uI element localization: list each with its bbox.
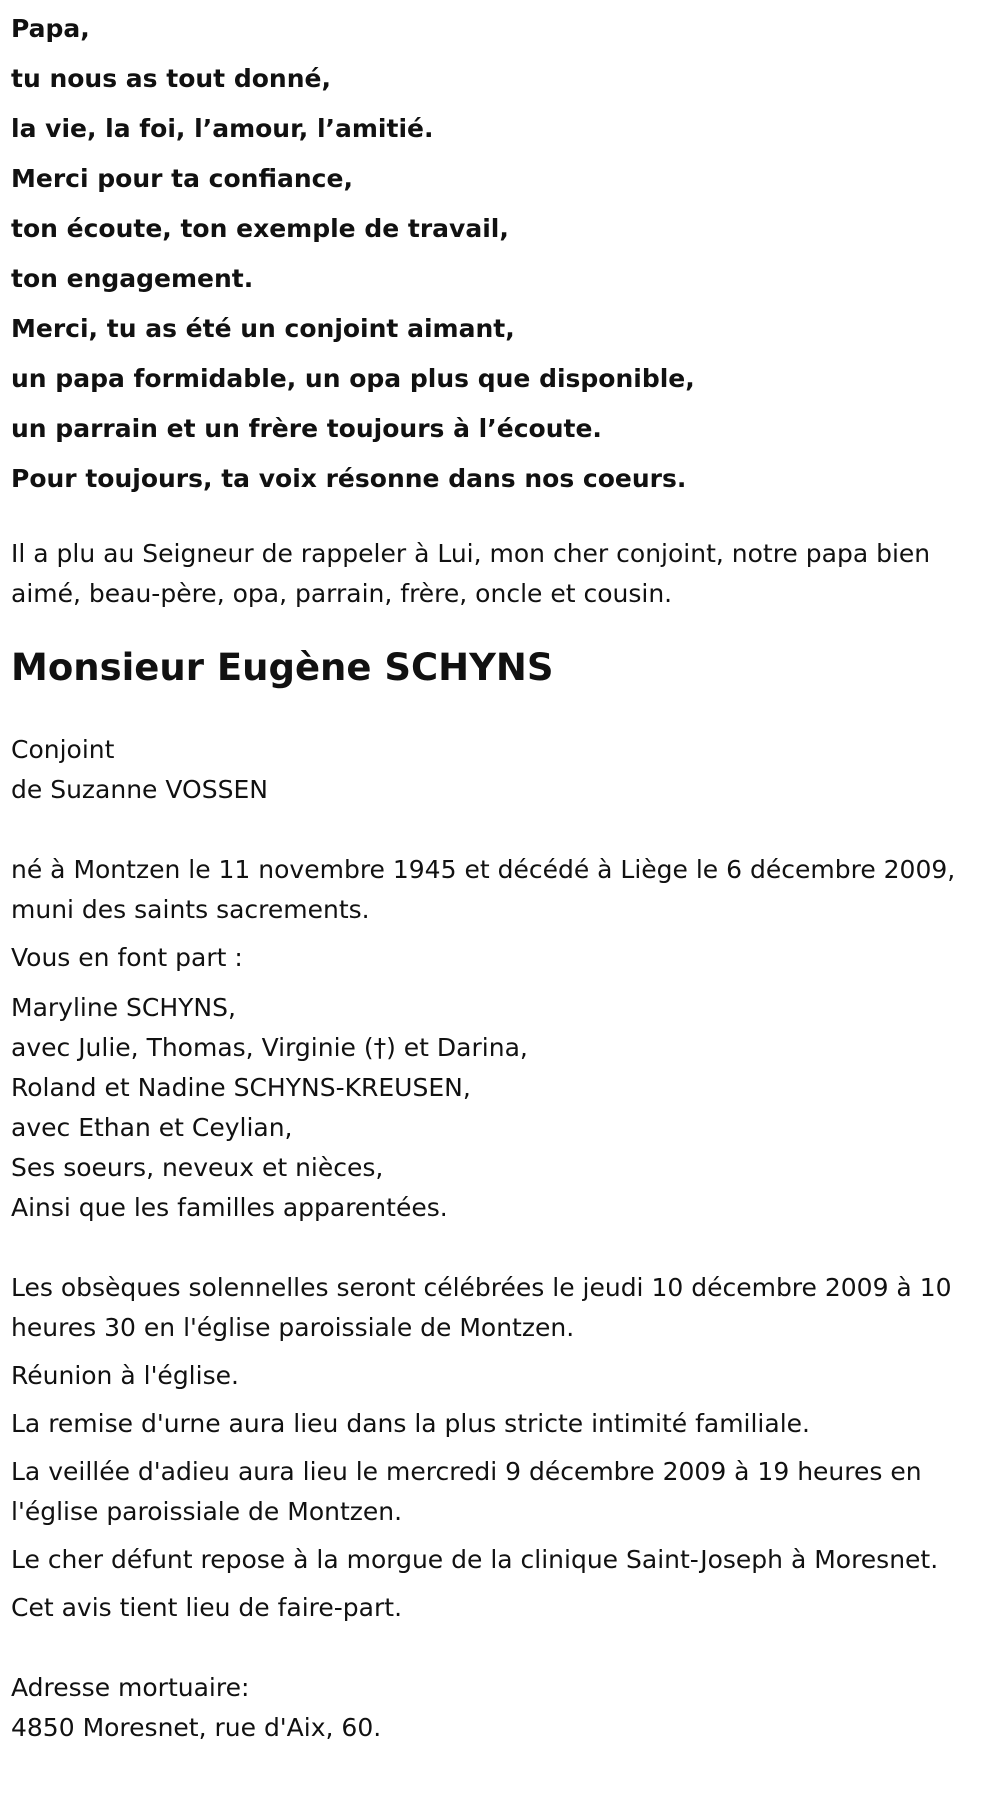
poem-line: la vie, la foi, l’amour, l’amitié. <box>11 114 434 143</box>
funeral-address <box>11 1668 989 1748</box>
meeting-text: Réunion à l'église. <box>11 1361 239 1390</box>
family-line: Maryline SCHYNS, <box>11 993 236 1022</box>
poem-line: tu nous as tout donné, <box>11 64 331 93</box>
family-line: avec Julie, Thomas, Virginie (†) et Darina, <box>11 1033 528 1062</box>
urn-text: La remise d'urne aura lieu dans la plus stricte intimité familiale. <box>11 1409 810 1438</box>
birth-death-text: né à Montzen le 11 novembre 1945 et décédé à Liège le 6 décembre 2009, muni des saints sacrements. <box>11 855 956 924</box>
deceased-name: Monsieur Eugène SCHYNS <box>11 646 554 689</box>
wake-text: La veillée d'adieu aura lieu le mercredi 9 décembre 2009 à 19 heures en l'église paroissiale de Montzen. <box>11 1457 922 1526</box>
poem-line: Merci pour ta confiance, <box>11 164 353 193</box>
spouse-line: Conjoint <box>11 735 115 764</box>
family-line: Ses soeurs, neveux et nièces, <box>11 1153 384 1182</box>
poem-line: Pour toujours, ta voix résonne dans nos coeurs. <box>11 464 687 493</box>
poem-line: ton écoute, ton exemple de travail, <box>11 214 509 243</box>
notice-text: Cet avis tient lieu de faire-part. <box>11 1593 403 1622</box>
family-line: Ainsi que les familles apparentées. <box>11 1193 448 1222</box>
family-line: avec Ethan et Ceylian, <box>11 1113 293 1142</box>
spouse-info <box>11 730 989 810</box>
ceremony-text: Les obsèques solennelles seront célébrées le jeudi 10 décembre 2009 à 10 heures 30 en l'église paroissiale de Montzen. <box>11 1273 952 1342</box>
poem-line: Merci, tu as été un conjoint aimant, <box>11 314 515 343</box>
poem-line: un parrain et un frère toujours à l’écoute. <box>11 414 602 443</box>
address-label: Adresse mortuaire: <box>11 1673 250 1702</box>
repose-text: Le cher défunt repose à la morgue de la clinique Saint-Joseph à Moresnet. <box>11 1545 939 1574</box>
address-value: 4850 Moresnet, rue d'Aix, 60. <box>11 1713 382 1742</box>
intro-text: Il a plu au Seigneur de rappeler à Lui, mon cher conjoint, notre papa bien aimé, beau-père, opa, parrain, frère, oncle et cousin. <box>11 539 931 608</box>
poem <box>11 4 989 504</box>
family-line: Roland et Nadine SCHYNS-KREUSEN, <box>11 1073 471 1102</box>
poem-line: ton engagement. <box>11 264 254 293</box>
spouse-line: de Suzanne VOSSEN <box>11 775 268 804</box>
poem-line: un papa formidable, un opa plus que disponible, <box>11 364 695 393</box>
family-list <box>11 988 989 1228</box>
poem-line: Papa, <box>11 14 90 43</box>
announce-text: Vous en font part : <box>11 943 243 972</box>
